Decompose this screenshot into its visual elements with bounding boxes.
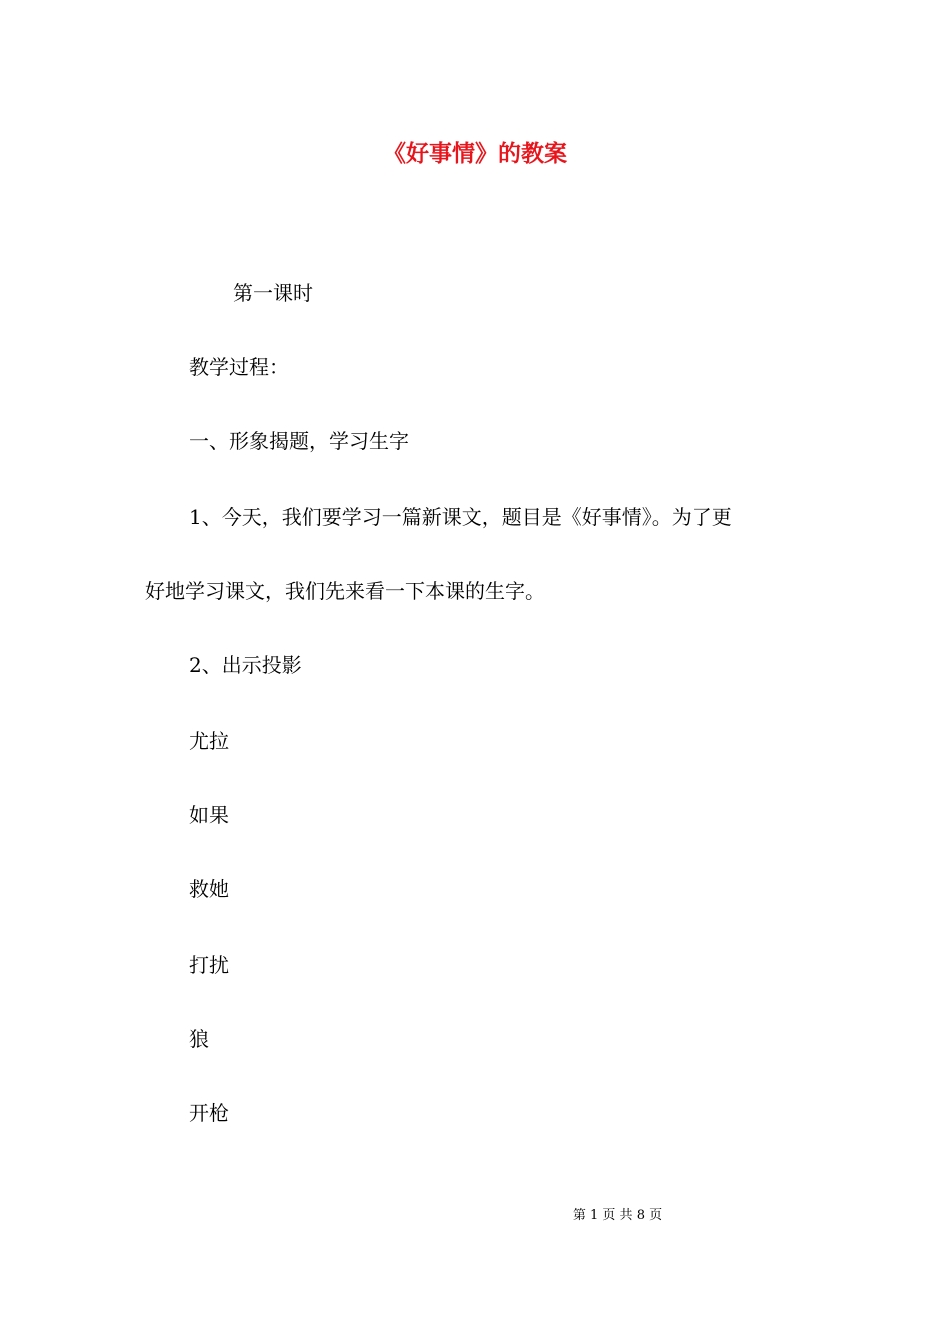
- paragraph-step-one-line2: 好地学习课文，我们先来看一下本课的生字。: [145, 579, 545, 603]
- vocabulary-word: 狼: [189, 1027, 209, 1051]
- paragraph-teaching-process: 教学过程：: [189, 355, 289, 379]
- paragraph-lesson-period: 第一课时: [233, 281, 313, 305]
- page-number-footer: 第 1 页 共 8 页: [572, 1208, 663, 1223]
- vocabulary-word: 如果: [189, 803, 229, 827]
- vocabulary-word: 打扰: [189, 953, 229, 977]
- paragraph-step-one-line1: 1、今天，我们要学习一篇新课文，题目是《好事情》。为了更: [189, 505, 732, 529]
- paragraph-section-one: 一、形象揭题，学习生字: [189, 429, 409, 453]
- vocabulary-word: 开枪: [189, 1101, 229, 1125]
- document-title: 《好事情》的教案: [383, 140, 567, 167]
- vocabulary-word: 救她: [189, 877, 229, 901]
- vocabulary-word: 尤拉: [189, 729, 229, 753]
- paragraph-step-two: 2、出示投影: [189, 653, 302, 677]
